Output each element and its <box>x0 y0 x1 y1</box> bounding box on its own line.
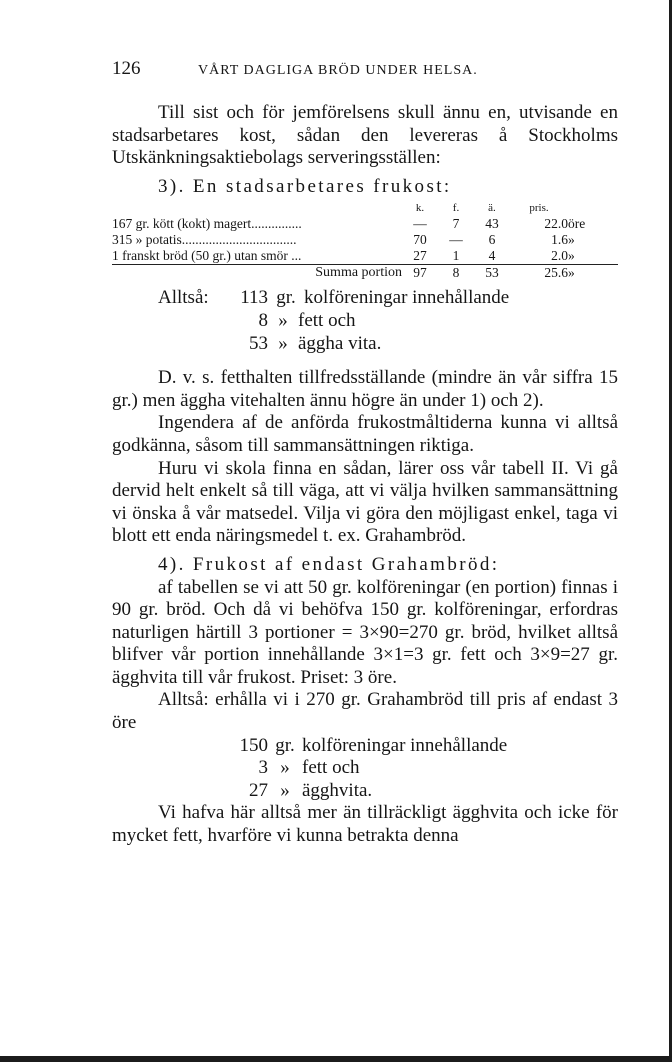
row-pris: 1.6 <box>551 232 568 248</box>
alltsa-summary-1 <box>112 287 618 355</box>
row-pris: 22.0 <box>544 216 568 232</box>
paragraph-tabellen: af tabellen se vi att 50 gr. kolföreningar (en portion) finnas i 90 gr. bröd. Och då vi behöfva 150 gr. kolföreningar, erfordras naturligen härtill 3 portioner = 3×90=270 gr. bröd, hvilket alltså blifver vår portion innehållande 3×1=3 gr. fett och 3×9=27 gr. ägghvita till vår frukost. Priset: 3 öre. <box>112 576 618 688</box>
table-sum-row <box>112 265 618 282</box>
summary-unit: » <box>278 309 288 331</box>
row-item: 167 gr. kött (kokt) magert............... <box>112 216 302 232</box>
summary-unit: » <box>278 332 288 354</box>
alltsa-label: Alltså: <box>158 287 209 309</box>
table-row <box>112 232 618 248</box>
summary-text: kolföreningar innehållande <box>302 734 508 756</box>
summary-line <box>112 310 618 333</box>
section-4-title: 4). Frukost af endast Grahambröd: <box>158 553 500 575</box>
summary-number: 8 <box>258 309 268 331</box>
paragraph-ingendera: Ingendera af de anförda frukostmåltiderna kunna vi alltså godkänna, såsom till sammansättningen riktiga. <box>112 412 618 456</box>
col-header-k: k. <box>415 202 425 215</box>
summary-line <box>112 287 618 310</box>
breakfast-table <box>112 200 618 281</box>
sum-label: Summa portion <box>112 265 402 282</box>
summary-text: äggha vita. <box>298 332 382 354</box>
sum-k: 97 <box>402 265 438 282</box>
scan-edge-bottom <box>0 1056 672 1062</box>
table-row <box>112 216 618 232</box>
row-a: 4 <box>488 248 496 264</box>
summary-text: fett och <box>302 757 360 779</box>
section-3-title: 3). En stadsarbetares frukost: <box>158 175 452 197</box>
summary-line <box>112 757 618 780</box>
sum-f: 8 <box>438 265 474 282</box>
summary-unit: » <box>280 757 290 779</box>
summary-number: 53 <box>249 332 268 354</box>
summary-line <box>112 333 618 356</box>
summary-unit: » <box>280 779 290 801</box>
paragraph-alltsa-2: Alltså: erhålla vi i 270 gr. Grahambröd till pris af endast 3 öre <box>112 689 618 734</box>
row-item: 1 franskt bröd (50 gr.) utan smör ... <box>112 248 302 264</box>
summary-text: ägghvita. <box>302 779 373 801</box>
alltsa-summary-2 <box>112 735 618 803</box>
sum-a: 53 <box>474 265 510 282</box>
col-header-f: f. <box>452 202 460 215</box>
summary-line <box>112 780 618 803</box>
summary-text: fett och <box>298 309 356 331</box>
summary-number: 3 <box>258 757 268 779</box>
row-k: 27 <box>413 248 427 264</box>
sum-unit: » <box>568 265 618 282</box>
row-unit: » <box>568 248 575 264</box>
row-unit: öre <box>568 216 586 232</box>
summary-number: 113 <box>240 287 268 309</box>
row-f: 1 <box>452 248 460 264</box>
summary-unit: gr. <box>276 287 296 309</box>
row-pris: 2.0 <box>551 248 568 264</box>
row-k: 70 <box>413 232 427 248</box>
row-unit: » <box>568 232 575 248</box>
row-a: 43 <box>485 216 499 232</box>
row-f: 7 <box>452 216 460 232</box>
page-header <box>112 58 618 90</box>
sum-pris: 25.6 <box>510 265 568 282</box>
col-header-a: ä. <box>488 202 496 215</box>
summary-text: kolföreningar innehållande <box>304 287 510 309</box>
table-row <box>112 248 618 265</box>
summary-unit: gr. <box>275 734 295 756</box>
book-page <box>112 58 618 848</box>
summary-line <box>112 735 618 758</box>
row-item: 315 » potatis.................................. <box>112 232 297 248</box>
running-title: VÅRT DAGLIGA BRÖD UNDER HELSA. <box>198 63 478 78</box>
row-f: — <box>449 232 463 248</box>
intro-paragraph: Till sist och för jemförelsens skull ännu en, utvisande en stadsarbetares kost, sådan den levereras å Stockholms Utskänkningsaktiebolags serveringsställen: <box>112 102 618 169</box>
table-header-row <box>112 200 618 216</box>
row-a: 6 <box>488 232 496 248</box>
paragraph-dvs: D. v. s. fetthalten tillfredsställande (mindre än vår siffra 15 gr.) men äggha vitehalten ännu högre än under 1) och 2). <box>112 367 618 411</box>
paragraph-huru: Huru vi skola finna en sådan, lärer oss vår tabell II. Vi gå dervid helt enkelt så till väga, att vi välja hvilken sammansättning vi önska å vår matsedel. Vilja vi göra den möjligast enkel, taga vi blott ett enda näringsmedel t. ex. Grahambröd. <box>112 457 618 547</box>
row-k: — <box>413 216 427 232</box>
paragraph-final: Vi hafva här alltså mer än tillräckligt ägghvita och icke för mycket fett, hvarföre vi kunna betrakta denna <box>112 802 618 847</box>
col-header-pris: pris. <box>529 202 549 215</box>
summary-number: 27 <box>249 779 268 801</box>
summary-number: 150 <box>239 734 268 756</box>
page-number: 126 <box>112 58 141 79</box>
